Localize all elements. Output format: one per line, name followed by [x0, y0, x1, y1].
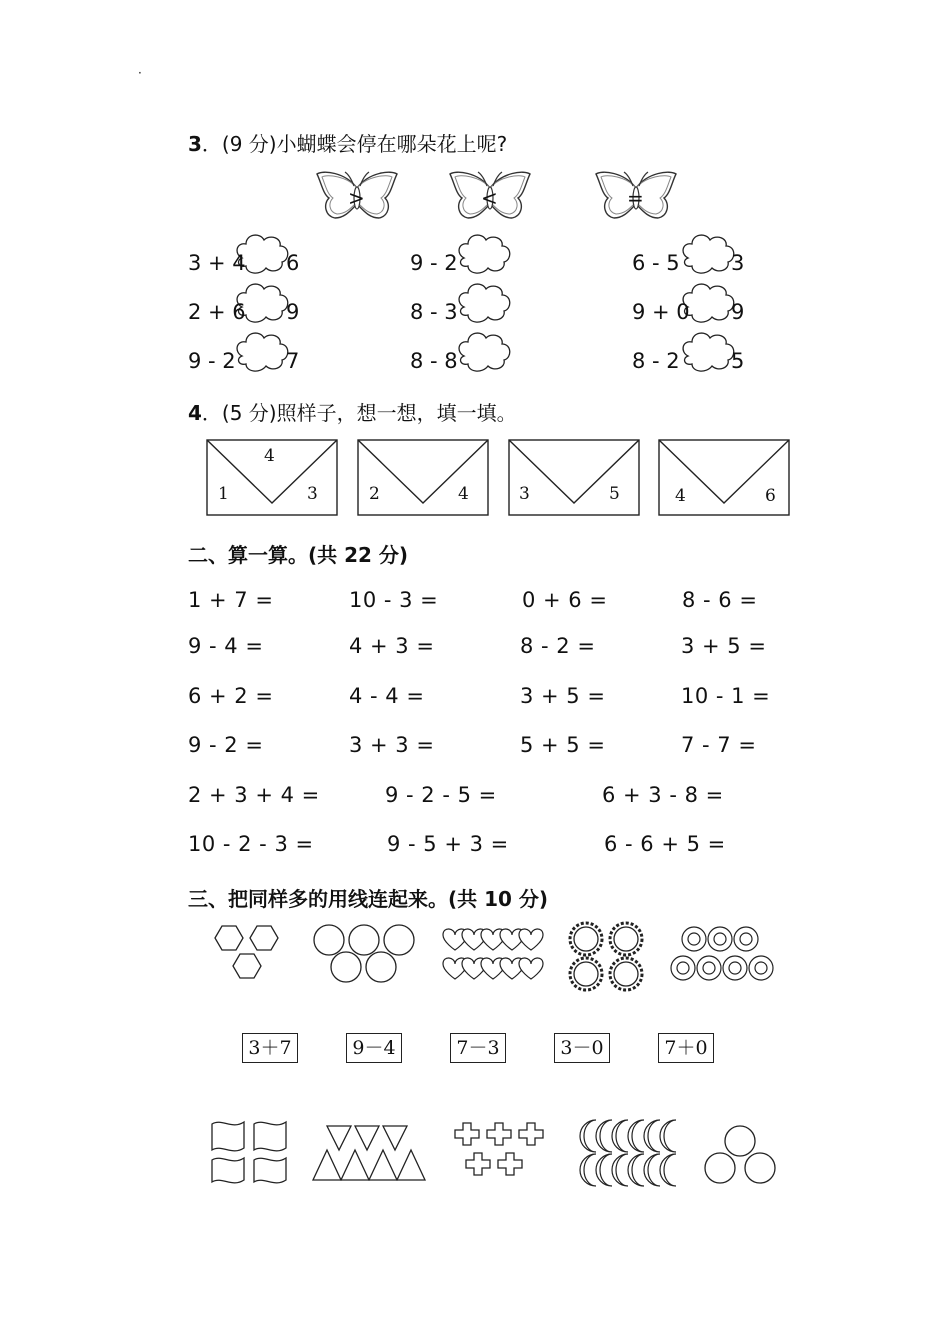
calc-item: 6 - 6 + 5 = — [604, 832, 726, 856]
envelope-3-right: 5 — [609, 484, 620, 504]
calc-item: 9 - 4 = — [188, 634, 264, 658]
calc-item: 2 + 3 + 4 = — [188, 783, 320, 807]
cmp-right: 6 — [286, 251, 300, 275]
group-circles-bottom[interactable] — [705, 1126, 775, 1183]
group-moons[interactable] — [580, 1120, 676, 1186]
q4-number: 4 — [188, 401, 202, 425]
calc-item: 4 + 3 = — [349, 634, 435, 658]
calc-item: 1 + 7 = — [188, 588, 274, 612]
calc-item: 6 + 3 - 8 = — [602, 783, 724, 807]
group-crosses[interactable] — [455, 1123, 543, 1175]
expression-card[interactable]: 3＋7 — [242, 1033, 298, 1063]
calc-item: 3 + 5 = — [681, 634, 767, 658]
cmp-left: 9 - 2 — [188, 349, 236, 373]
calc-item: 8 - 2 = — [520, 634, 596, 658]
butterfly-sign-2: = — [627, 186, 644, 210]
expression-card[interactable]: 7＋0 — [658, 1033, 714, 1063]
calc-item: 6 + 2 = — [188, 684, 274, 708]
q3-text: ．(9 分)小蝴蝶会停在哪朵花上呢? — [201, 132, 508, 156]
expression-card[interactable]: 3－0 — [554, 1033, 610, 1063]
envelope-1-right: 3 — [307, 484, 318, 504]
cmp-right: 7 — [286, 349, 300, 373]
calc-item: 0 + 6 = — [522, 588, 608, 612]
butterfly-sign-1: < — [481, 186, 498, 210]
cmp-left: 8 - 2 — [632, 349, 680, 373]
calc-item: 7 - 7 = — [681, 733, 757, 757]
calc-item: 4 - 4 = — [349, 684, 425, 708]
calc-item: 10 - 2 - 3 = — [188, 832, 314, 856]
cmp-left: 9 + 0 — [632, 300, 690, 324]
calc-item: 9 - 2 - 5 = — [385, 783, 497, 807]
sec3-title: 三、把同样多的用线连起来。(共 10 分) — [188, 887, 549, 911]
calc-item: 9 - 5 + 3 = — [387, 832, 509, 856]
cmp-left: 9 - 2 — [410, 251, 458, 275]
envelope-3-left: 3 — [519, 484, 530, 504]
page-dot: · — [138, 66, 142, 80]
group-flags[interactable] — [212, 1122, 286, 1183]
envelope-2-right: 4 — [458, 484, 469, 504]
calc-item: 9 - 2 = — [188, 733, 264, 757]
cmp-left: 3 + 4 — [188, 251, 246, 275]
cmp-left: 8 - 3 — [410, 300, 458, 324]
envelope-4-left: 4 — [675, 486, 686, 506]
sec2-title: 二、算一算。(共 22 分) — [188, 543, 409, 567]
expression-card[interactable]: 7－3 — [450, 1033, 506, 1063]
expression-card[interactable]: 9－4 — [346, 1033, 402, 1063]
q3-number: 3 — [188, 132, 202, 156]
envelope-1-top: 4 — [264, 446, 275, 466]
envelope-2-left: 2 — [369, 484, 380, 504]
q4-text: ．(5 分)照样子，想一想，填一填。 — [201, 401, 517, 425]
envelope-1-left: 1 — [218, 484, 229, 504]
calc-item: 10 - 1 = — [681, 684, 771, 708]
envelope-4-right: 6 — [765, 486, 776, 506]
cmp-left: 8 - 8 — [410, 349, 458, 373]
group-triangles[interactable] — [313, 1126, 425, 1180]
calc-item: 10 - 3 = — [349, 588, 439, 612]
cmp-right: 9 — [286, 300, 300, 324]
calc-item: 3 + 5 = — [520, 684, 606, 708]
calc-item: 5 + 5 = — [520, 733, 606, 757]
cmp-right: 9 — [731, 300, 745, 324]
calc-item: 8 - 6 = — [682, 588, 758, 612]
cmp-left: 6 - 5 — [632, 251, 680, 275]
cmp-left: 2 + 6 — [188, 300, 246, 324]
cmp-right: 5 — [731, 349, 745, 373]
cmp-right: 3 — [731, 251, 745, 275]
butterfly-sign-0: > — [348, 186, 365, 210]
calc-item: 3 + 3 = — [349, 733, 435, 757]
